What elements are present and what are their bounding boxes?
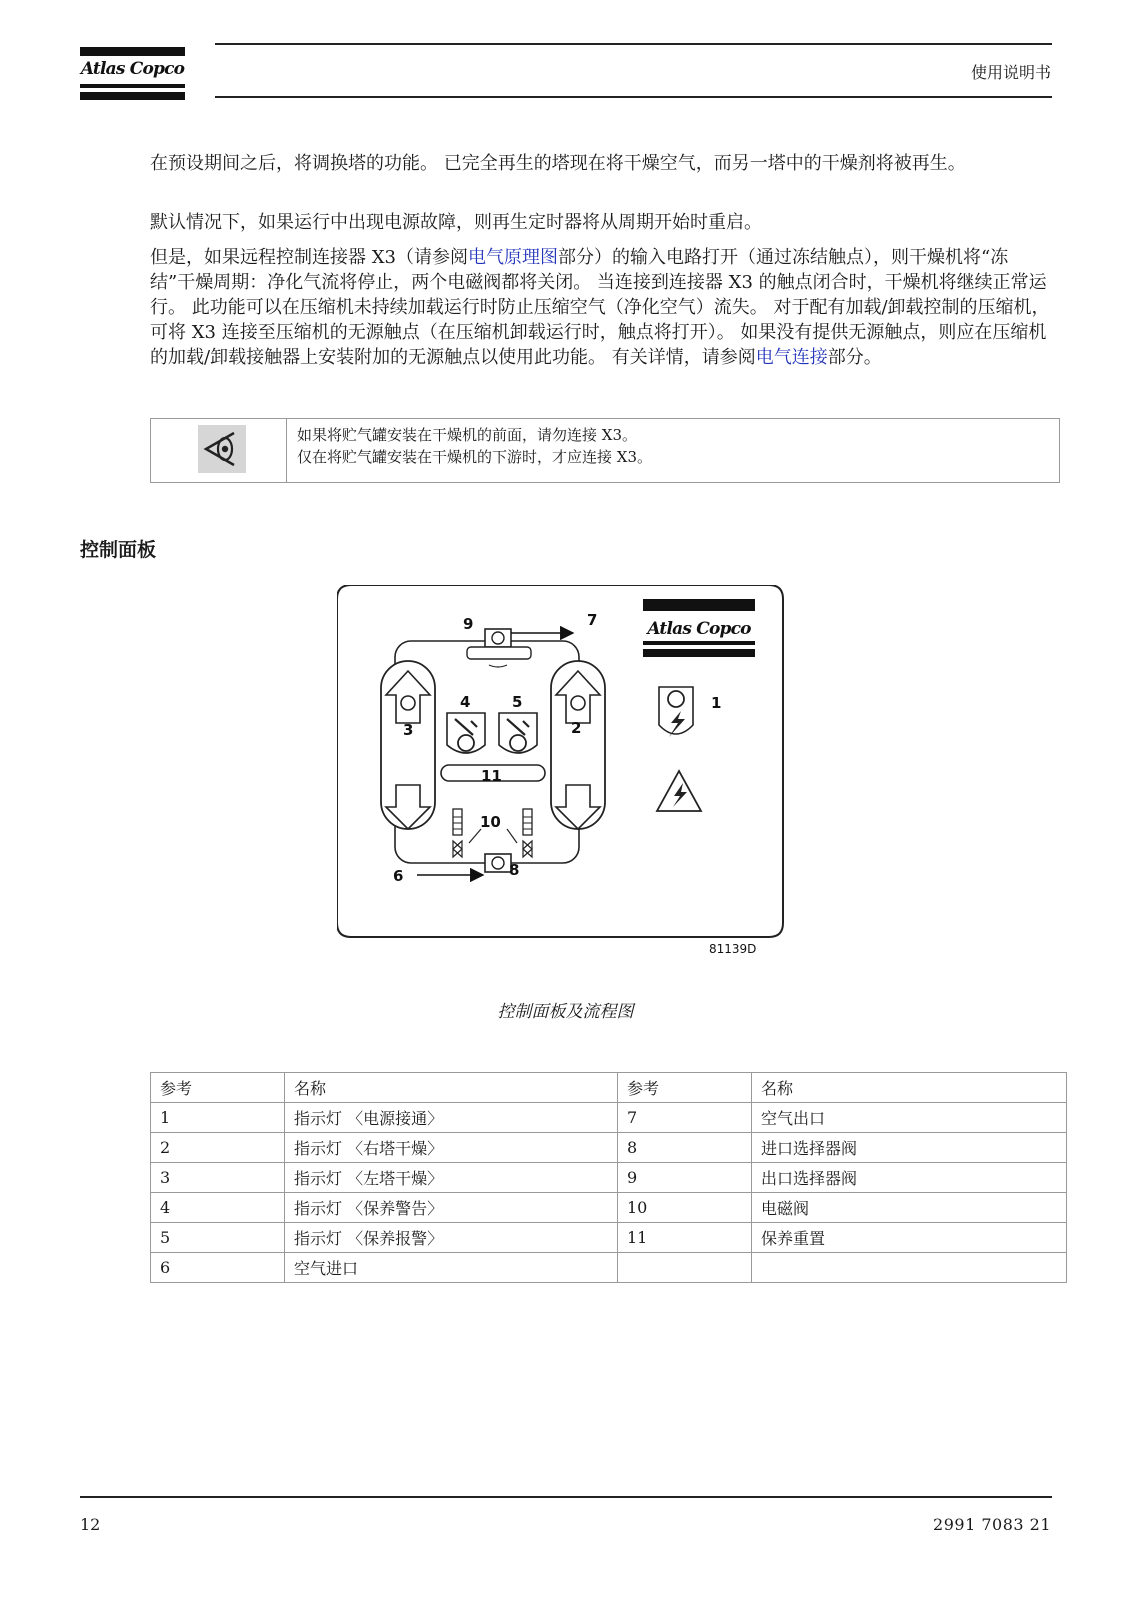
table-cell: 1 (151, 1103, 285, 1133)
table-row (151, 1103, 1067, 1133)
label-9: 9 (463, 615, 474, 633)
label-4: 4 (460, 693, 471, 711)
header-ref-2: 参考 (618, 1073, 752, 1103)
reference-table (150, 1072, 1067, 1283)
label-5: 5 (512, 693, 523, 711)
table-header-row (151, 1073, 1067, 1103)
table-cell: 7 (618, 1103, 752, 1133)
header-rule-top (215, 43, 1052, 45)
paragraph-remote-control (150, 245, 1053, 370)
note-divider (286, 419, 287, 482)
text-segment: 但是，如果远程控制连接器 X3（请参阅 (150, 247, 468, 268)
table-row (151, 1223, 1067, 1253)
label-1: 1 (711, 694, 722, 712)
link-electrical-connections[interactable]: 电气连接 (755, 347, 828, 368)
table-row (151, 1193, 1067, 1223)
eye-icon (198, 425, 246, 473)
logo-text: Atlas Copco (80, 59, 185, 79)
figure-caption: 控制面板及流程图 (497, 1002, 634, 1022)
table-cell: 指示灯 〈保养警告〉 (285, 1193, 618, 1223)
table-cell: 4 (151, 1193, 285, 1223)
section-title: 控制面板 (80, 539, 157, 561)
atlas-copco-logo (80, 47, 185, 100)
text-segment: 部分）的输入电路打开（通过冻结触点），则干燥机将“冻结”干燥周期：净化气流将停止，两个电磁阀都将关闭。 当连接到连接器 X3 的触点闭合时，干燥机将继续正常运行。 此功能可以在压缩机未持续加载运行时防止压缩空气（净化空气）流失。 对于配有加载/卸载控制的压缩机，可将 X3 连接至压缩机的无源触点（在压缩机卸载运行时，触点将打开）。 如果没有提供无源触点，则应在压缩机的加载/卸载接触器上安装附加的无源触点以使用此功能。 有关详情，请参阅 (150, 247, 1050, 368)
table-cell: 6 (151, 1253, 285, 1283)
table-cell (618, 1253, 752, 1283)
table-cell: 指示灯 〈右塔干燥〉 (285, 1133, 618, 1163)
table-cell: 空气出口 (752, 1103, 1067, 1133)
document-type: 使用说明书 (970, 63, 1051, 82)
note-box (150, 418, 1060, 483)
table-cell: 2 (151, 1133, 285, 1163)
panel-logo-text: Atlas Copco (647, 619, 751, 639)
label-2: 2 (571, 719, 582, 737)
link-electrical-diagram[interactable]: 电气原理图 (468, 247, 558, 268)
control-panel-diagram (337, 585, 787, 970)
table-cell: 5 (151, 1223, 285, 1253)
table-cell: 9 (618, 1163, 752, 1193)
figure-id: 81139D (709, 942, 757, 956)
table-cell: 10 (618, 1193, 752, 1223)
note-line-2: 仅在将贮气罐安装在干燥机的下游时，才应连接 X3。 (297, 448, 652, 466)
table-cell: 进口选择器阀 (752, 1133, 1067, 1163)
label-8: 8 (509, 861, 520, 879)
note-text (297, 424, 652, 468)
label-10: 10 (480, 813, 501, 831)
label-7: 7 (587, 611, 598, 629)
table-cell: 8 (618, 1133, 752, 1163)
document-number: 2991 7083 21 (933, 1515, 1051, 1534)
table-row (151, 1133, 1067, 1163)
table-cell: 11 (618, 1223, 752, 1253)
table-cell: 指示灯 〈左塔干燥〉 (285, 1163, 618, 1193)
paragraph-tower-switch: 在预设期间之后，将调换塔的功能。 已完全再生的塔现在将干燥空气，而另一塔中的干燥剂将被再生。 (150, 153, 966, 174)
label-11: 11 (481, 767, 502, 785)
header-ref-1: 参考 (151, 1073, 285, 1103)
footer-rule (80, 1496, 1052, 1498)
table-cell: 出口选择器阀 (752, 1163, 1067, 1193)
table-cell: 电磁阀 (752, 1193, 1067, 1223)
table-cell: 空气进口 (285, 1253, 618, 1283)
label-3: 3 (403, 721, 414, 739)
header-name-2: 名称 (752, 1073, 1067, 1103)
label-6: 6 (393, 867, 404, 885)
table-cell: 指示灯 〈电源接通〉 (285, 1103, 618, 1133)
page-number: 12 (80, 1515, 101, 1534)
text-segment: 部分。 (827, 347, 882, 368)
table-cell (752, 1253, 1067, 1283)
note-line-1: 如果将贮气罐安装在干燥机的前面，请勿连接 X3。 (297, 426, 637, 444)
table-cell: 保养重置 (752, 1223, 1067, 1253)
table-cell: 指示灯 〈保养报警〉 (285, 1223, 618, 1253)
header-rule-bottom (215, 96, 1052, 98)
table-row (151, 1253, 1067, 1283)
table-cell: 3 (151, 1163, 285, 1193)
table-row (151, 1163, 1067, 1193)
paragraph-power-failure: 默认情况下，如果运行中出现电源故障，则再生定时器将从周期开始时重启。 (150, 212, 762, 233)
header-name-1: 名称 (285, 1073, 618, 1103)
